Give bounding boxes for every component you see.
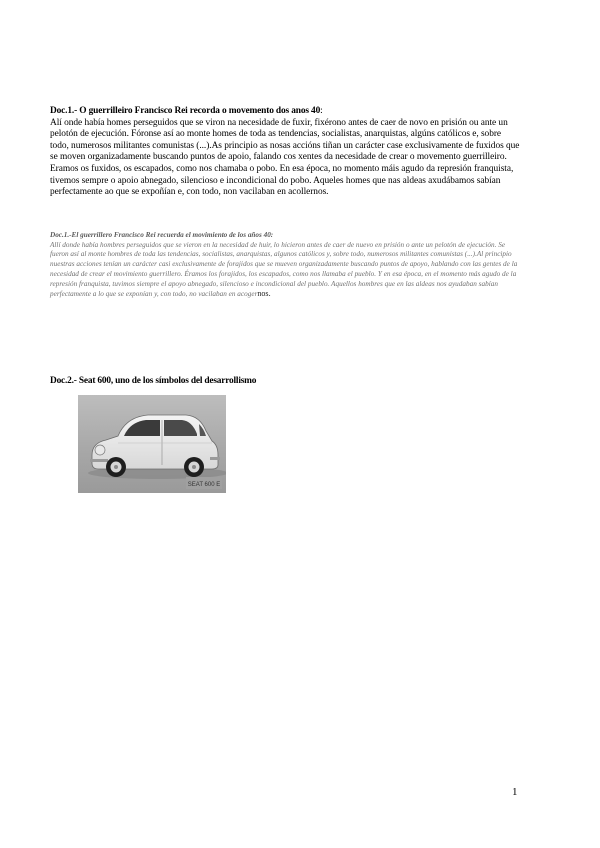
- doc2-heading: Doc.2.- Seat 600, uno de los símbolos del desarrollismo: [50, 376, 257, 386]
- doc1-body-text: Alí onde había homes perseguidos que se viron na necesidade de fuxir, fixérono antes de caer de novo en prisión ou ante un pelotón de ejecución. Fóronse así ao monte homes de toda as tendencias, socialistas, anarquistas, algúns católicos e, sobre todo, numerosos militantes comunistas (...).As principio as nosas accións tiñan un carácter case exclusivamente de fuxidos que se moven organizadamente buscando puntos de apoio, falando cos xentes da necesidade de crear o movemento guerrilleiro. Eramos os fuxidos, os escapados, como nos chamaba o pobo. En esa época, no momento máis agudo da represión franquista, tivemos sempre o apoio abnegado, silencioso e incondicional do pobo. Aqueles homes que nas aldeas axudábamos sabían perfectamente ao que se expoñían e, con todo, non vacilaban en acollernos.: [50, 117, 520, 198]
- doc1-spanish-body-tail: nos.: [257, 289, 271, 299]
- doc1-heading: [50, 106, 520, 118]
- doc1-spanish-section: [50, 231, 524, 300]
- seat-600-photo: [78, 395, 226, 493]
- seat-600-car-image: [78, 395, 226, 493]
- doc1-spanish-body: [50, 241, 524, 300]
- photo-caption: SEAT 600 E: [187, 482, 221, 488]
- doc1-section: [50, 106, 520, 199]
- doc1-spanish-heading: Doc.1.-El guerrillero Francisco Rei recuerda el movimiento de los años 40:: [50, 231, 274, 239]
- doc1-title-colon: :: [320, 106, 323, 116]
- page-number: 1: [512, 786, 518, 798]
- doc1-spanish-body-text: Allí donde había hombres perseguidos que se vieron en la necesidad de huir, lo hicieron antes de caer de nuevo en prisión o ante un pelotón de ejecución. Se fueron así al monte hombres de toda las tendencias, socialistas, anarquistas, algunos católicos y, sobre todo, numerosos militantes comunistas (...).Al principio nuestras acciones tenían un carácter casi exclusivamente de forajidos que se mueven organizadamente buscando puntos de apoyo, hablando con las gentes de la necesidad de crear el movimiento guerrillero. Éramos los forajidos, los escapados, como nos llamaba el pueblo. Y en esa época, en el momento más agudo de la represión franquista, tuvimos siempre el apoyo abnegado, silencioso e incondicional del pueblo. Aquellos hombres que en las aldeas nos ayudaban sabían perfectamente a lo que se exponían y, con todo, no vacilaban en acoger: [50, 240, 518, 299]
- doc1-title-text: Doc.1.- O guerrilleiro Francisco Rei recorda o movemento dos anos 40: [50, 106, 321, 116]
